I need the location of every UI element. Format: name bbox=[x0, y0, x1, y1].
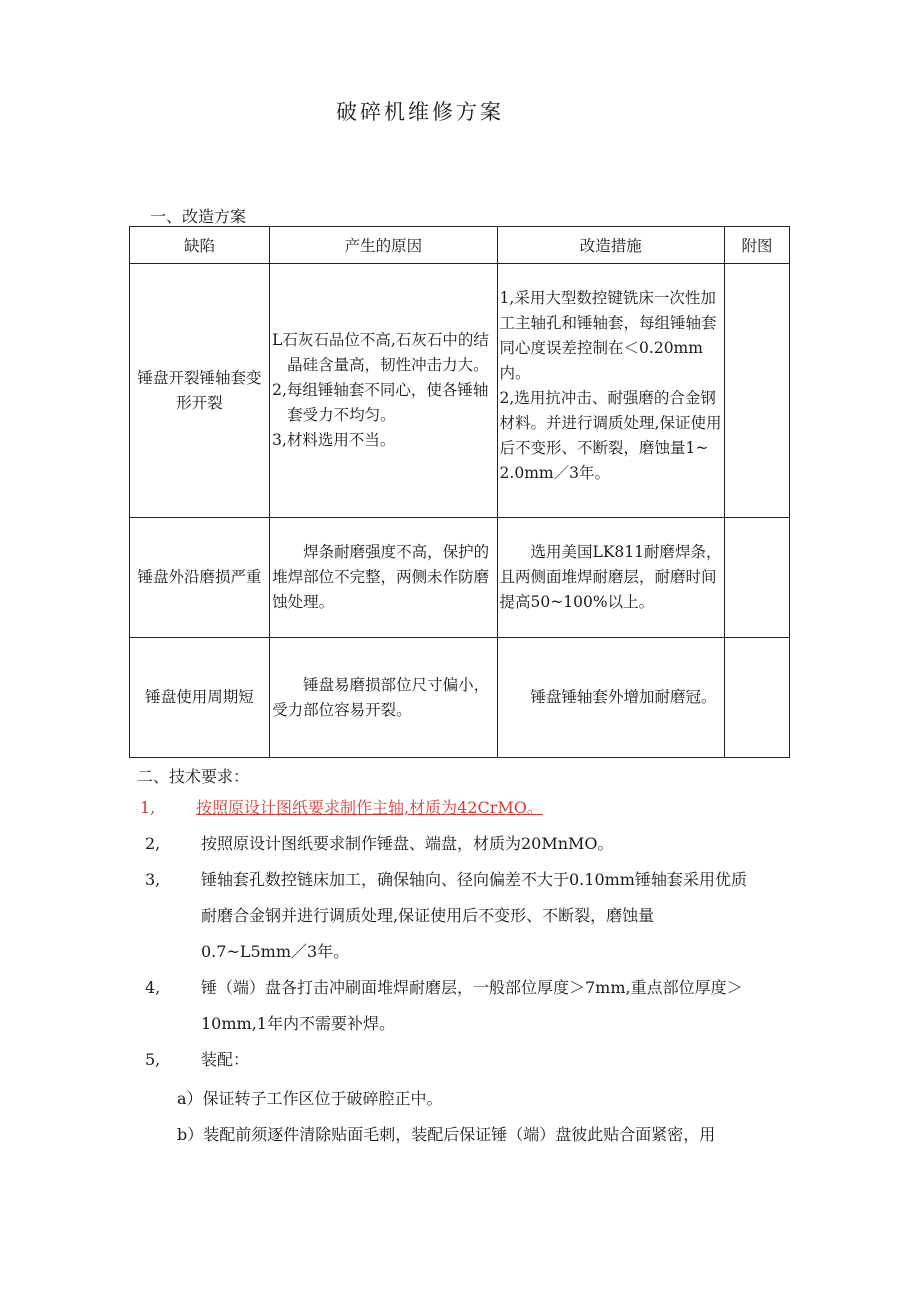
section-heading-technical-requirements: 二、技术要求： bbox=[137, 767, 250, 786]
cause-text: 锤盘易磨损部位尺寸偏小，受力部位容易开裂。 bbox=[272, 675, 490, 719]
cause-text: 焊条耐磨强度不高，保护的堆焊部位不完整，两侧未作防磨蚀处理。 bbox=[272, 543, 490, 611]
requirement-number: 3, bbox=[145, 870, 161, 889]
measure-cell bbox=[497, 518, 724, 638]
requirement-text: 装配： bbox=[201, 1050, 250, 1069]
table-row bbox=[130, 264, 790, 518]
header-figure: 附图 bbox=[724, 227, 789, 264]
requirement-text: 耐磨合金钢并进行调质处理,保证使用后不变形、不断裂，磨蚀量 bbox=[201, 906, 655, 925]
requirement-text: 按照原设计图纸要求制作主轴,材质为42CrMO。 bbox=[196, 798, 543, 817]
cause-item: 2,每组锤轴套不同心，使各锤轴套受力不均匀。 bbox=[272, 381, 489, 424]
requirement-number: 5, bbox=[145, 1050, 161, 1069]
table-header-row bbox=[130, 227, 790, 264]
measure-item: 1,采用大型数控键铣床一次性加工主轴孔和锤轴套，每组锤轴套同心度误差控制在＜0.20mm内。 bbox=[499, 289, 717, 382]
requirement-text: 按照原设计图纸要求制作锤盘、端盘，材质为20MnMO。 bbox=[201, 834, 614, 853]
cause-cell bbox=[270, 518, 497, 638]
header-defect: 缺陷 bbox=[130, 227, 270, 264]
measure-cell bbox=[497, 264, 724, 518]
header-cause: 产生的原因 bbox=[270, 227, 497, 264]
measure-cell bbox=[497, 638, 724, 758]
requirement-number: 1, bbox=[140, 798, 156, 817]
requirement-text: 锤（端）盘各打击冲刷面堆焊耐磨层，一般部位厚度＞7mm,重点部位厚度＞ bbox=[201, 978, 743, 997]
figure-cell bbox=[724, 638, 789, 758]
cause-item: 3,材料选用不当。 bbox=[272, 431, 396, 449]
page-title: 破碎机维修方案 bbox=[336, 100, 504, 124]
requirement-number: 2, bbox=[145, 834, 161, 853]
measure-text: 选用美国LK811耐磨焊条，且两侧面堆焊耐磨层，耐磨时间提高50~100%以上。 bbox=[499, 543, 722, 611]
measure-item: 2,选用抗冲击、耐强磨的合金钢材料。并进行调质处理,保证使用后不变形、不断裂，磨蚀量1~ bbox=[499, 389, 722, 457]
measure-item: 2.0mm／3年。 bbox=[499, 464, 610, 482]
figure-cell bbox=[724, 518, 789, 638]
header-measure: 改造措施 bbox=[497, 227, 724, 264]
assembly-sub-item-a: a）保证转子工作区位于破碎腔正中。 bbox=[177, 1089, 443, 1108]
defect-cell: 锤盘外沿磨损严重 bbox=[130, 518, 270, 638]
cause-cell bbox=[270, 638, 497, 758]
requirement-text: 0.7~L5mm／3年。 bbox=[201, 942, 350, 961]
defect-cell: 锤盘开裂锤轴套变形开裂 bbox=[130, 264, 270, 518]
section-heading-modification: 一、改造方案 bbox=[150, 207, 247, 226]
requirement-text: 锤轴套孔数控链床加工，确保轴向、径向偏差不大于0.10mm锤轴套采用优质 bbox=[201, 870, 747, 889]
cause-cell bbox=[270, 264, 497, 518]
defect-cell: 锤盘使用周期短 bbox=[130, 638, 270, 758]
table-row bbox=[130, 518, 790, 638]
requirement-text: 10mm,1年内不需要补焊。 bbox=[201, 1014, 395, 1033]
requirement-number: 4, bbox=[145, 978, 161, 997]
figure-cell bbox=[724, 264, 789, 518]
table-row bbox=[130, 638, 790, 758]
cause-item: L石灰石品位不高,石灰石中的结晶硅含量高，韧性冲击力大。 bbox=[272, 331, 489, 374]
assembly-sub-item-b: b）装配前须逐件清除贴面毛刺，装配后保证锤（端）盘彼此贴合面紧密，用 bbox=[177, 1125, 716, 1144]
measure-text: 锤盘锤轴套外增加耐磨冠。 bbox=[530, 688, 717, 706]
modification-table bbox=[129, 226, 790, 758]
